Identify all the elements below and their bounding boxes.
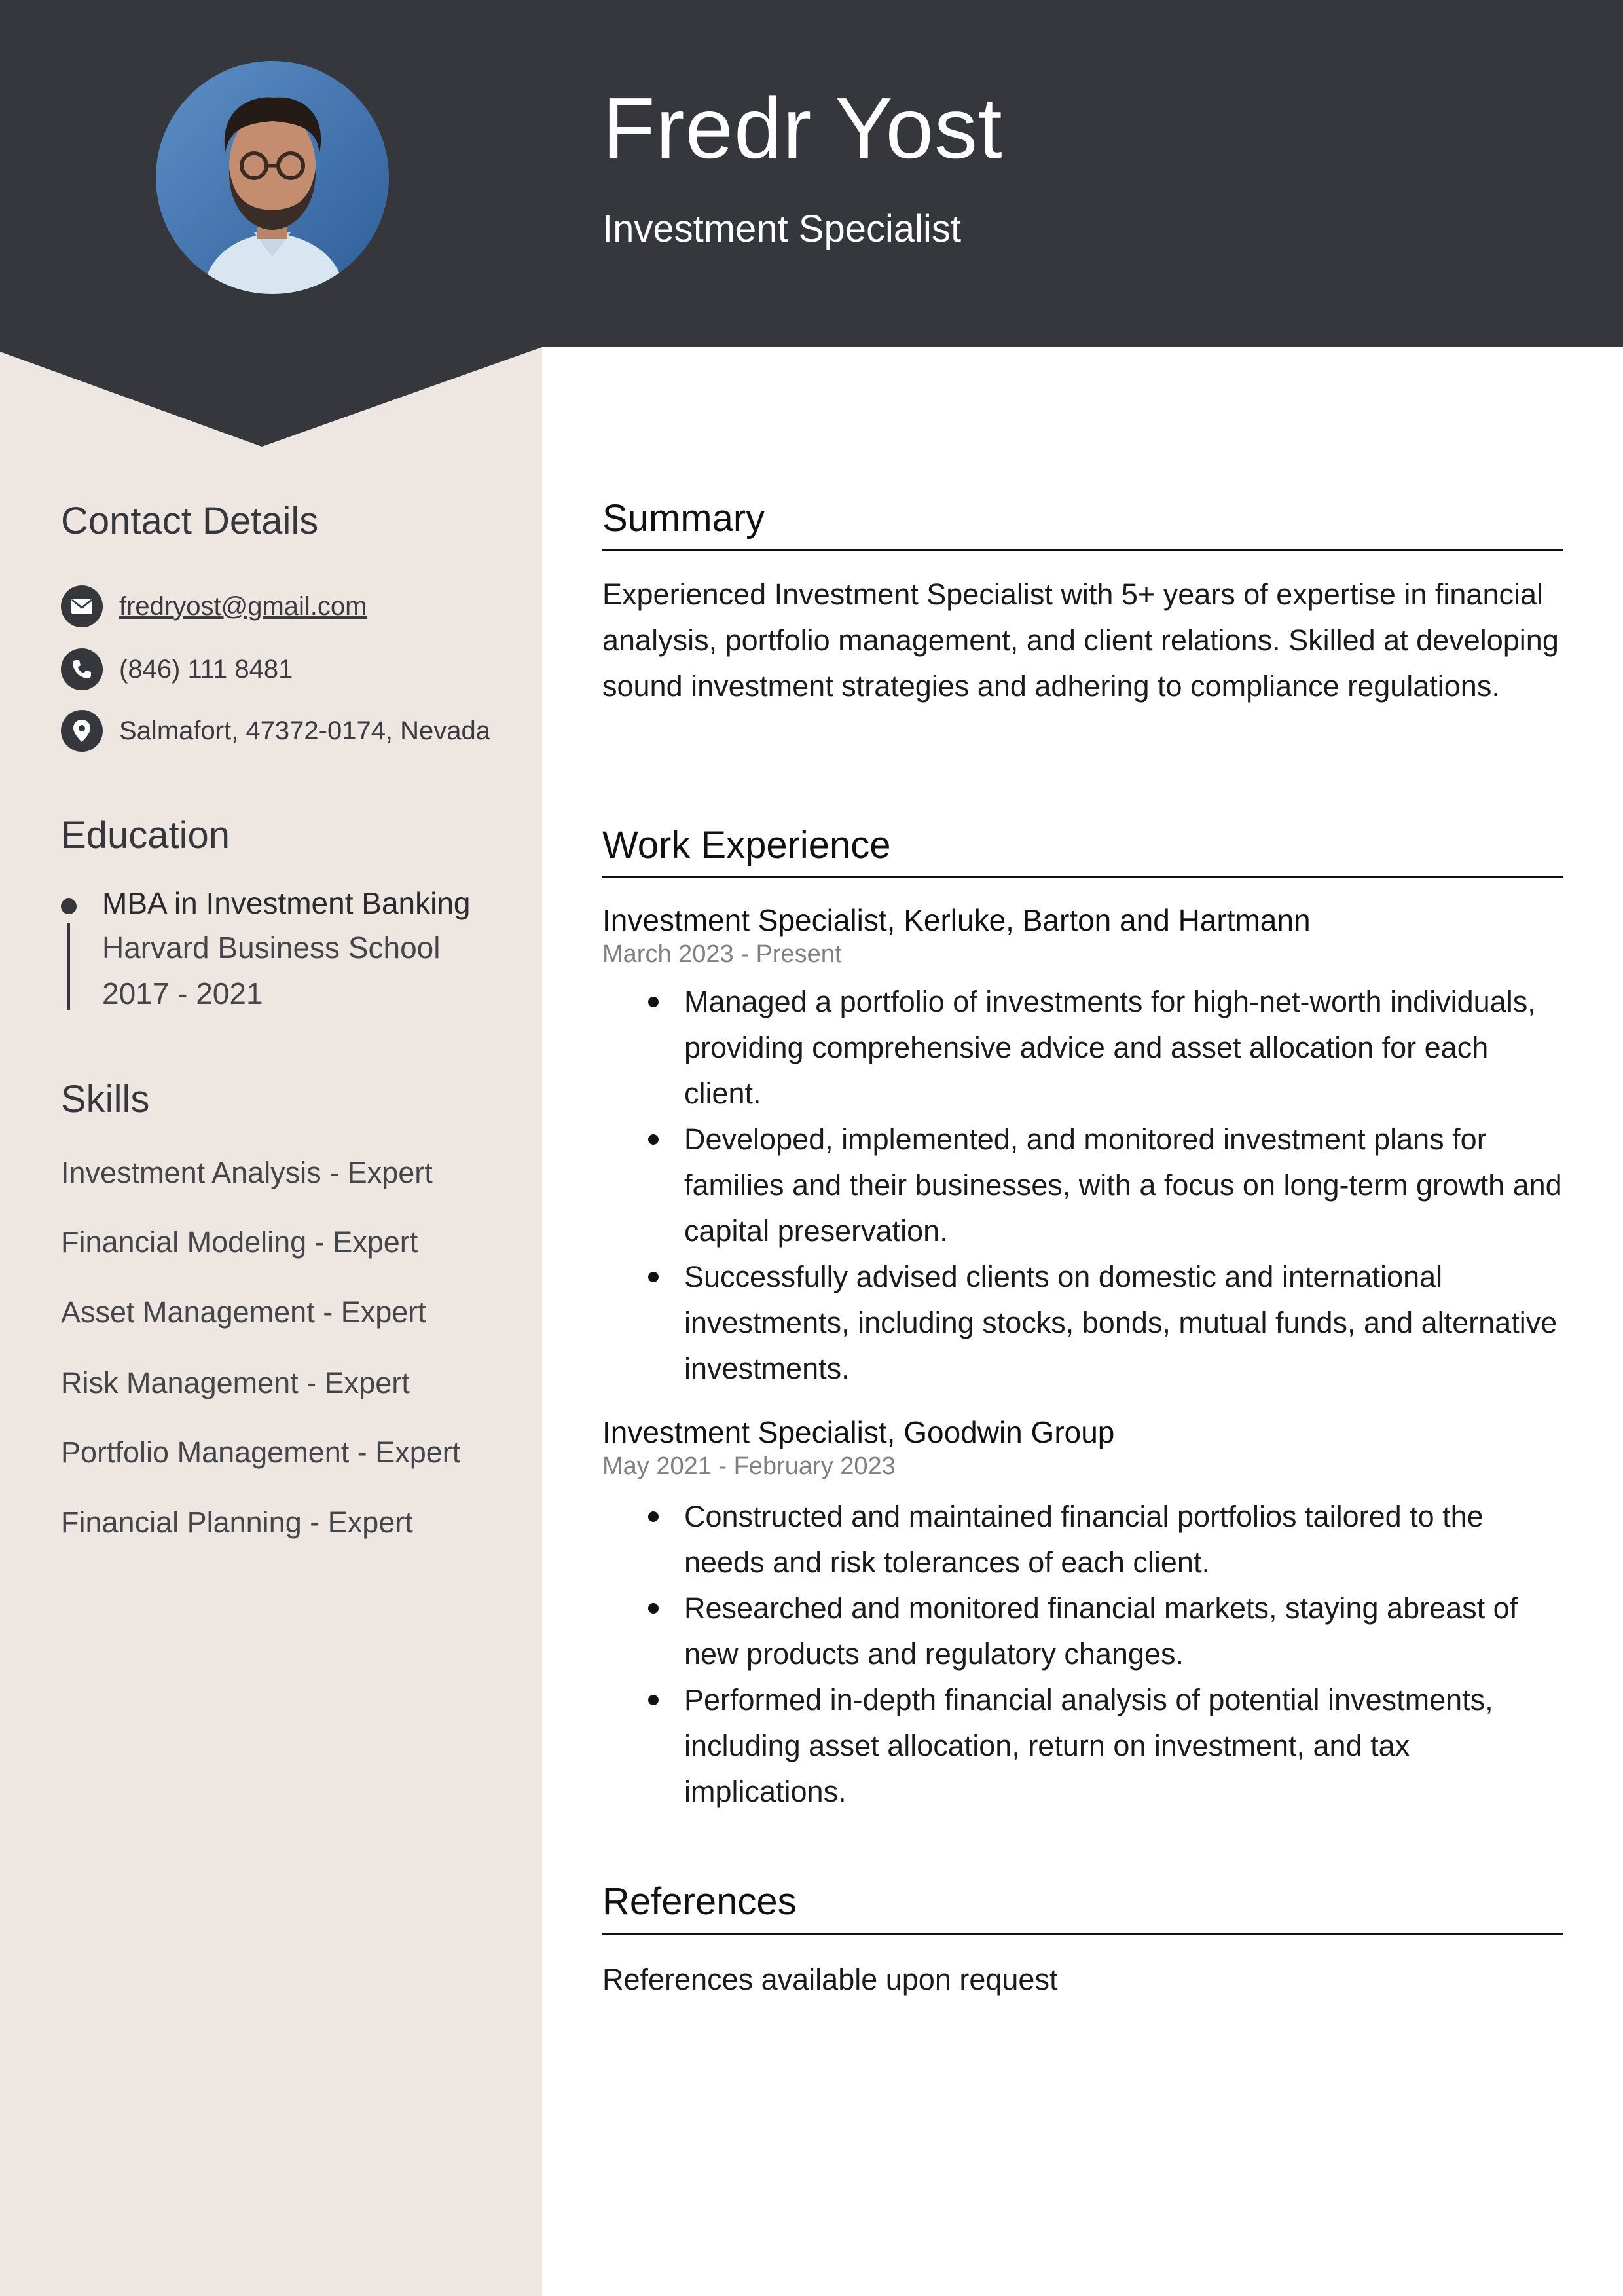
education-heading: Education bbox=[61, 814, 230, 857]
skill-item: Portfolio Management - Expert bbox=[61, 1435, 461, 1469]
timeline-dot bbox=[61, 898, 77, 914]
job-dates: March 2023 - Present bbox=[602, 940, 842, 968]
location-pin-icon bbox=[61, 710, 103, 752]
job-bullet: Performed in-depth financial analysis of potential investments, including asset allocation, return on investment, and tax implications. bbox=[602, 1677, 1565, 1815]
phone-icon bbox=[61, 648, 103, 690]
summary-text: Experienced Investment Specialist with 5+ years of expertise in financial analysis, portfolio management, and client relations. Skilled at developing sound investment strategies and adhering to compliance regulations. bbox=[602, 578, 1559, 703]
summary-heading: Summary bbox=[602, 497, 765, 540]
skill-item: Asset Management - Expert bbox=[61, 1295, 426, 1329]
contact-address-row bbox=[61, 710, 490, 752]
contact-email-row bbox=[61, 585, 367, 627]
address: Salmafort, 47372-0174, Nevada bbox=[119, 716, 491, 745]
section-divider bbox=[602, 1933, 1563, 1935]
contact-heading: Contact Details bbox=[61, 500, 319, 542]
experience-heading: Work Experience bbox=[602, 824, 891, 866]
job-bullet: Managed a portfolio of investments for high-net-worth individuals, providing comprehensive advice and asset allocation for each client. bbox=[602, 979, 1565, 1117]
education-years: 2017 - 2021 bbox=[102, 976, 263, 1010]
job-bullet-list bbox=[602, 979, 1565, 1392]
skills-heading: Skills bbox=[61, 1078, 150, 1120]
contact-phone-row bbox=[61, 648, 293, 690]
section-divider bbox=[602, 549, 1563, 551]
candidate-title: Investment Specialist bbox=[602, 208, 962, 250]
job-title: Investment Specialist, Kerluke, Barton and Hartmann bbox=[602, 903, 1311, 937]
job-bullet-list bbox=[602, 1494, 1565, 1815]
skill-item: Investment Analysis - Expert bbox=[61, 1156, 433, 1189]
envelope-icon bbox=[61, 585, 103, 627]
skill-item: Financial Modeling - Expert bbox=[61, 1225, 418, 1259]
references-text: References available upon request bbox=[602, 1963, 1058, 1996]
email-link[interactable]: fredryost@gmail.com bbox=[119, 591, 367, 621]
job-bullet: Developed, implemented, and monitored investment plans for families and their businesses, with a focus on long-term growth and capital preservation. bbox=[602, 1117, 1565, 1254]
phone-number: (846) 111 8481 bbox=[119, 654, 293, 684]
job-bullet: Researched and monitored financial markets, staying abreast of new products and regulatory changes. bbox=[602, 1585, 1565, 1677]
job-bullet: Successfully advised clients on domestic and international investments, including stocks, bonds, mutual funds, and alternative investments. bbox=[602, 1254, 1565, 1392]
job-dates: May 2021 - February 2023 bbox=[602, 1453, 896, 1480]
timeline-line bbox=[67, 923, 70, 1010]
candidate-name: Fredr Yost bbox=[602, 80, 1003, 176]
education-school: Harvard Business School bbox=[102, 931, 441, 965]
job-bullet: Constructed and maintained financial portfolios tailored to the needs and risk tolerances of each client. bbox=[602, 1494, 1565, 1585]
skill-item: Risk Management - Expert bbox=[61, 1366, 410, 1399]
job-title: Investment Specialist, Goodwin Group bbox=[602, 1415, 1115, 1449]
references-heading: References bbox=[602, 1880, 797, 1923]
skill-item: Financial Planning - Expert bbox=[61, 1506, 413, 1539]
section-divider bbox=[602, 876, 1563, 878]
profile-photo bbox=[156, 61, 389, 294]
education-degree: MBA in Investment Banking bbox=[102, 886, 471, 920]
